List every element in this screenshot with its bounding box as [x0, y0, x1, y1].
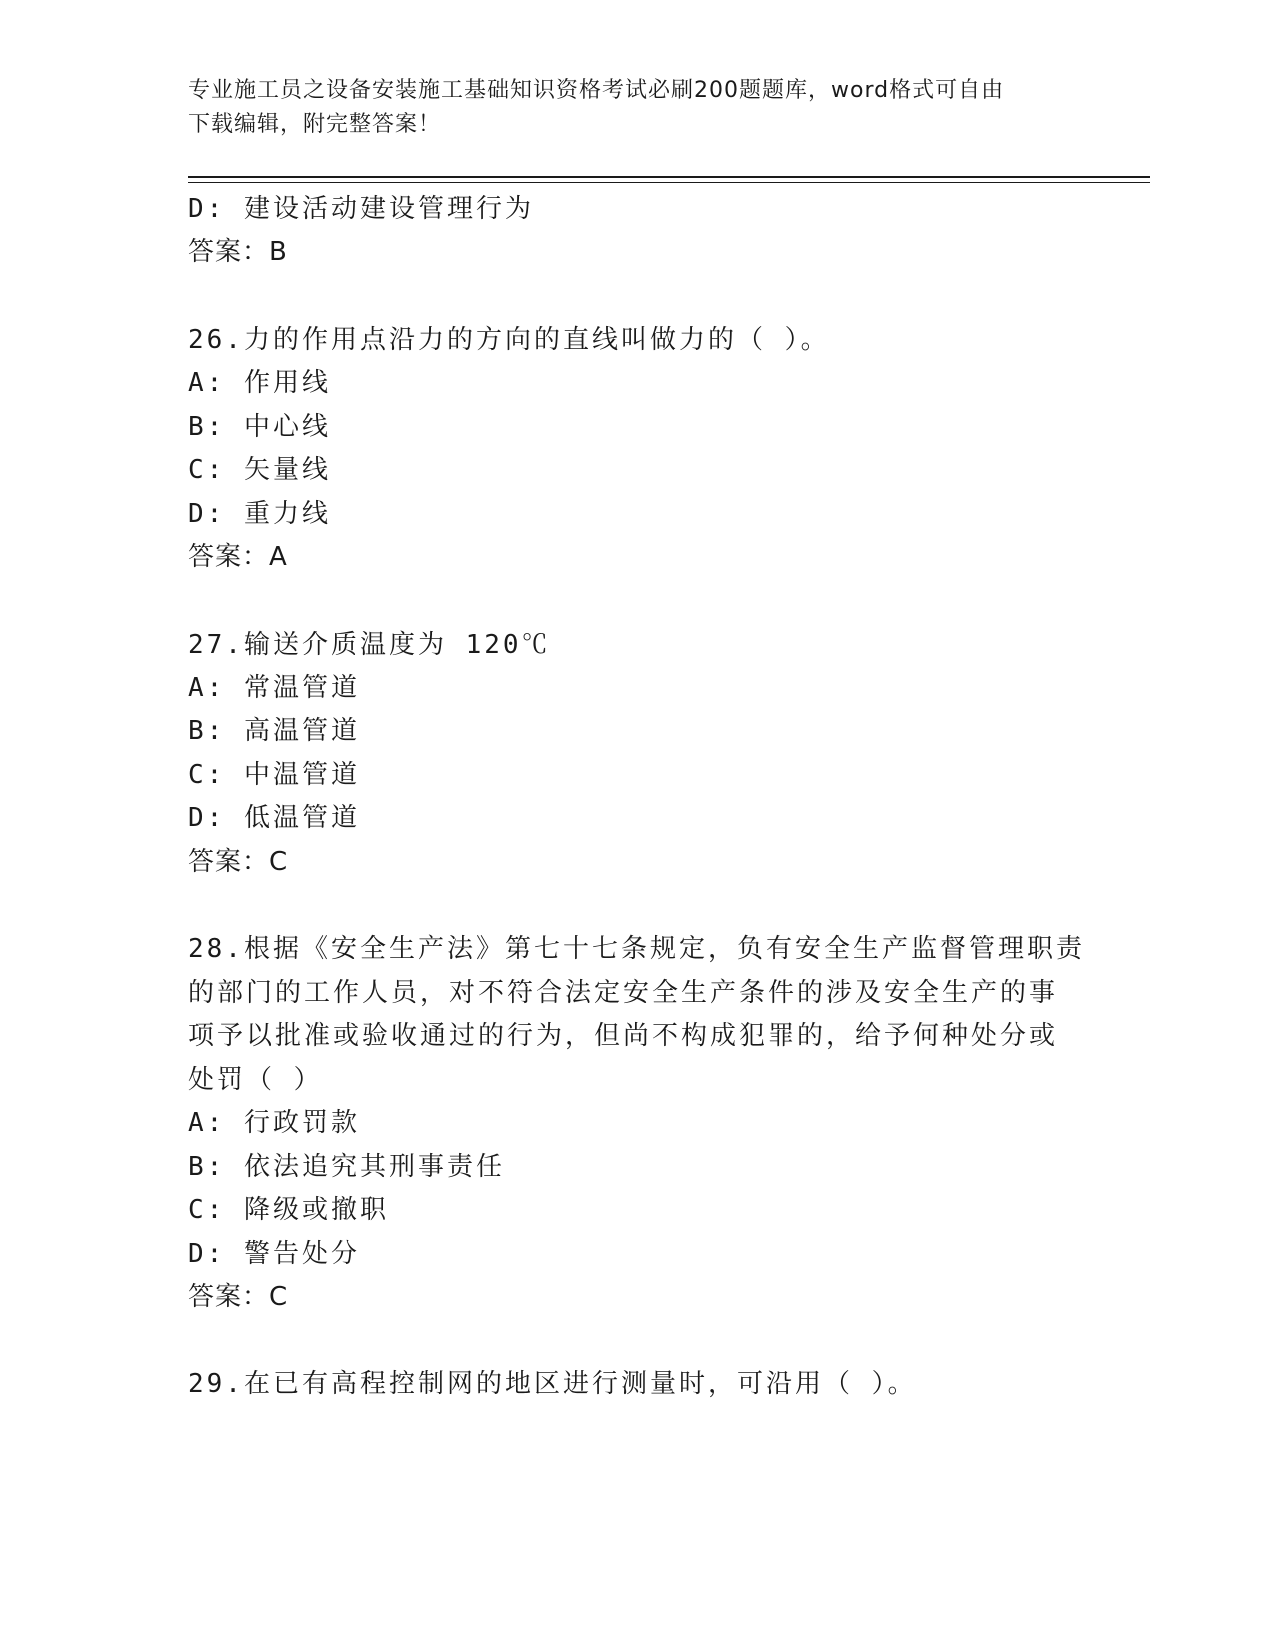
prev-option-d: D: 建设活动建设管理行为: [188, 194, 534, 224]
q26-option-b: B: 中心线: [188, 412, 331, 442]
q28-stem-line-2: 的部门的工作人员，对不符合法定安全生产条件的涉及安全生产的事: [188, 978, 1059, 1008]
prev-answer: 答案：B: [188, 237, 288, 267]
q27-option-c: C: 中温管道: [188, 760, 360, 790]
q26-option-d: D: 重力线: [188, 499, 331, 529]
q29-stem: 29.在已有高程控制网的地区进行测量时，可沿用（ ）。: [188, 1369, 917, 1399]
q28-stem-line-4: 处罚（ ）: [188, 1065, 323, 1095]
q27-answer: 答案：C: [188, 847, 289, 877]
q26-stem: 26.力的作用点沿力的方向的直线叫做力的（ ）。: [188, 325, 830, 355]
q27-option-b: B: 高温管道: [188, 716, 360, 746]
q28-stem-line-3: 项予以批准或验收通过的行为，但尚不构成犯罪的，给予何种处分或: [188, 1021, 1059, 1051]
q27-option-d: D: 低温管道: [188, 803, 360, 833]
q28-option-d: D: 警告处分: [188, 1239, 360, 1269]
q28-option-c: C: 降级或撤职: [188, 1195, 389, 1225]
document-header: [188, 74, 1088, 142]
q26-option-c: C: 矢量线: [188, 455, 331, 485]
q28-option-a: A: 行政罚款: [188, 1108, 360, 1138]
header-divider-thick: [188, 176, 1150, 178]
q26-option-a: A: 作用线: [188, 368, 331, 398]
q28-stem-line-1: 28.根据《安全生产法》第七十七条规定，负有安全生产监督管理职责: [188, 934, 1085, 964]
q27-stem: 27.输送介质温度为 120℃: [188, 630, 551, 660]
header-divider-thin: [188, 182, 1150, 183]
q27-option-a: A: 常温管道: [188, 673, 360, 703]
header-line-1: 专业施工员之设备安装施工基础知识资格考试必刷200题题库，word格式可自由: [188, 78, 1005, 103]
q28-option-b: B: 依法追究其刑事责任: [188, 1152, 505, 1182]
header-line-2: 下载编辑，附完整答案！: [188, 112, 442, 137]
q28-answer: 答案：C: [188, 1282, 289, 1312]
q26-answer: 答案：A: [188, 542, 288, 572]
